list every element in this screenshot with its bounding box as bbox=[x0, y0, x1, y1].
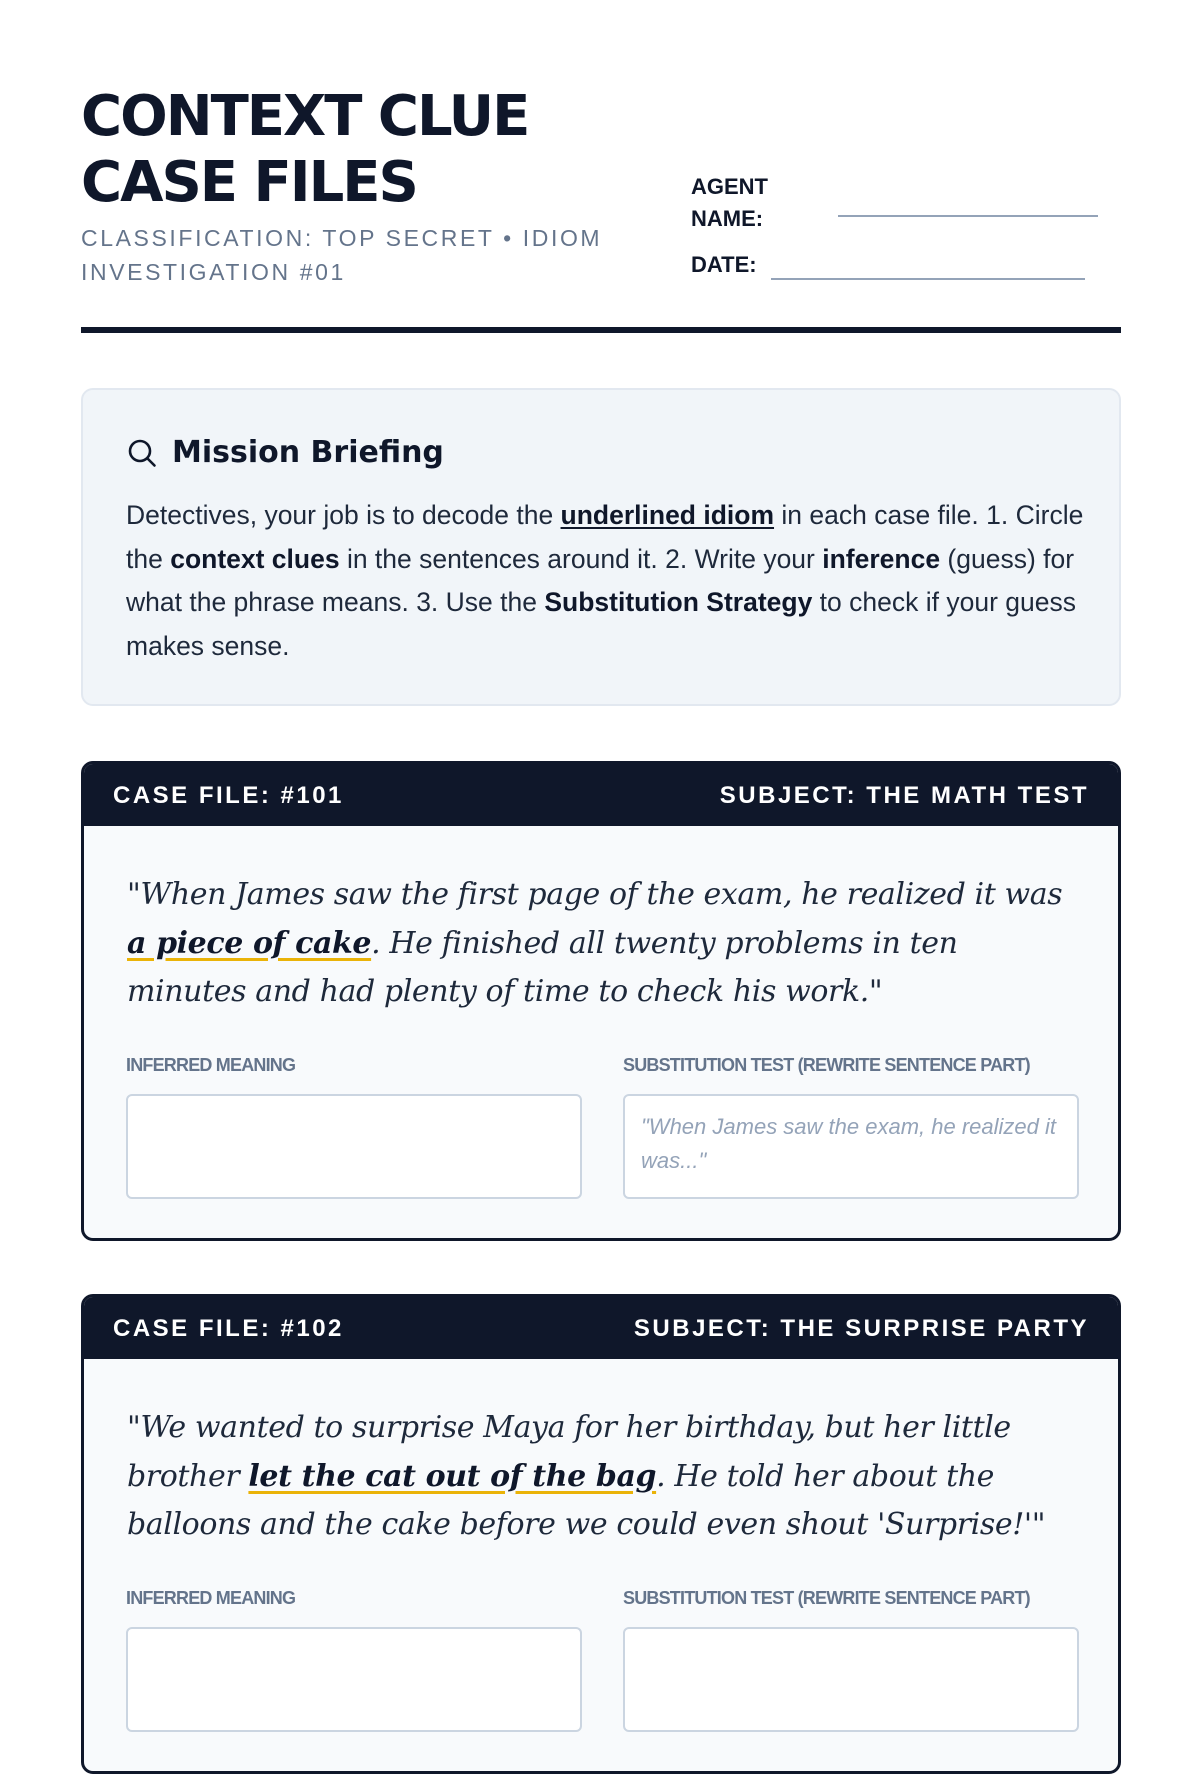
briefing-instructions bbox=[126, 494, 1086, 668]
mission-briefing bbox=[81, 388, 1121, 706]
briefing-text-segment: to check if your guess makes sense. bbox=[126, 587, 1076, 661]
substitution-test-label: SUBSTITUTION TEST (REWRITE SENTENCE PART) bbox=[623, 1588, 1030, 1608]
case-file-card bbox=[81, 1294, 1121, 1774]
briefing-emphasis: inference bbox=[822, 543, 941, 574]
substitution-test-label: SUBSTITUTION TEST (REWRITE SENTENCE PART) bbox=[623, 1055, 1030, 1075]
header-divider bbox=[81, 327, 1121, 333]
case-subject: SUBJECT: THE SURPRISE PARTY bbox=[633, 1315, 1089, 1342]
case-subject: SUBJECT: THE MATH TEST bbox=[719, 782, 1089, 809]
search-icon bbox=[126, 437, 158, 469]
case-file-card bbox=[81, 761, 1121, 1241]
passage-text: . He told her about the balloons and the cake before we could even shout 'Surprise!'" bbox=[127, 1458, 1046, 1542]
case-header bbox=[84, 764, 1118, 826]
page-subtitle: CLASSIFICATION: TOP SECRET • IDIOM INVESTIGATION #01 bbox=[81, 225, 603, 285]
substitution-test-input[interactable] bbox=[623, 1627, 1079, 1732]
case-passage bbox=[127, 1404, 1077, 1550]
case-number: CASE FILE: #102 bbox=[113, 1315, 344, 1342]
underlined-idiom: let the cat out of the bag bbox=[248, 1458, 657, 1494]
briefing-text-segment: Detectives, your job is to decode the bbox=[126, 500, 561, 530]
passage-text: . He finished all twenty problems in ten minutes and had plenty of time to check his work." bbox=[127, 925, 958, 1009]
briefing-title: Mission Briefing bbox=[172, 435, 444, 470]
page-title: CONTEXT CLUE CASE FILES bbox=[81, 84, 529, 215]
briefing-emphasis: context clues bbox=[170, 543, 340, 574]
case-passage bbox=[127, 871, 1077, 1017]
passage-text: "When James saw the first page of the exam, he realized it was bbox=[127, 877, 1063, 912]
date-label: DATE: bbox=[691, 252, 757, 277]
case-header bbox=[84, 1297, 1118, 1359]
passage-text: "We wanted to surprise Maya for her birthday, but her little brother bbox=[127, 1410, 1011, 1494]
agent-name-label: AGENT NAME: bbox=[691, 174, 768, 231]
inferred-meaning-label: INFERRED MEANING bbox=[126, 1588, 296, 1608]
date-field[interactable] bbox=[771, 278, 1085, 280]
inferred-meaning-input[interactable] bbox=[126, 1627, 582, 1732]
inferred-meaning-input[interactable] bbox=[126, 1094, 582, 1199]
briefing-text-segment: in each case file. 1. Circle the bbox=[126, 500, 1084, 574]
agent-name-field[interactable] bbox=[838, 215, 1098, 217]
inferred-meaning-label: INFERRED MEANING bbox=[126, 1055, 296, 1075]
case-number: CASE FILE: #101 bbox=[113, 782, 344, 809]
briefing-emphasis: Substitution Strategy bbox=[544, 587, 813, 617]
substitution-test-input[interactable] bbox=[623, 1094, 1079, 1199]
briefing-header bbox=[126, 434, 444, 472]
briefing-text-segment: (guess) for what the phrase means. 3. Use the bbox=[126, 543, 1075, 617]
underlined-idiom: a piece of cake bbox=[127, 925, 372, 961]
briefing-text-segment: in the sentences around it. 2. Write your bbox=[339, 543, 823, 574]
briefing-emphasis: underlined idiom bbox=[560, 500, 775, 530]
